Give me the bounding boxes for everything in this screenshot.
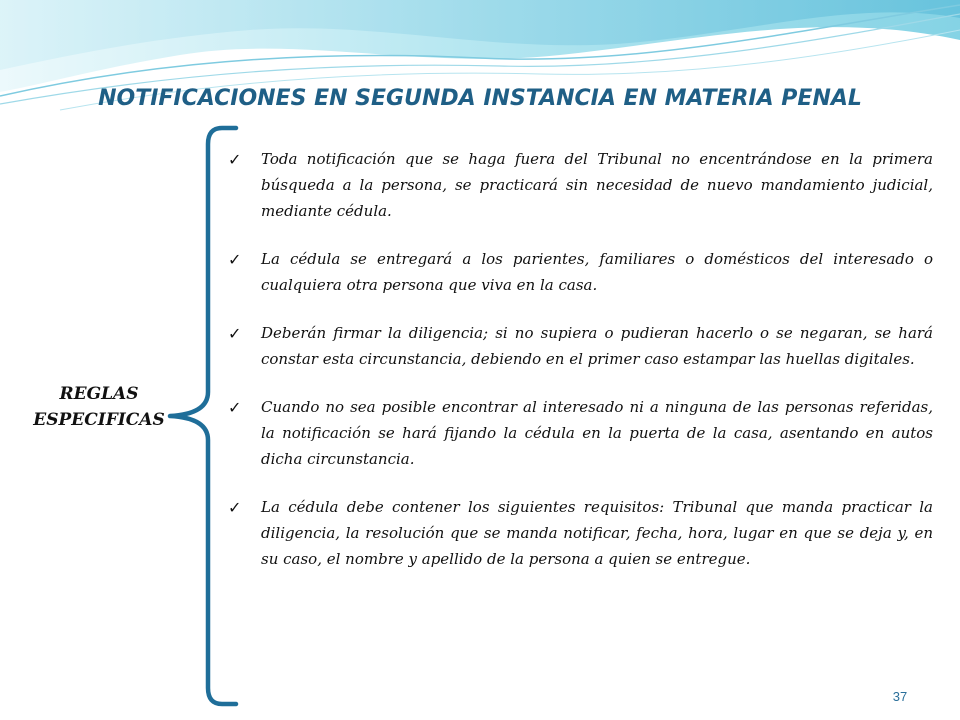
checkmark-icon: ✓ <box>228 324 242 343</box>
slide-number: 37 <box>892 689 908 704</box>
list-item-text: Deberán firmar la diligencia; si no supiera o pudieran hacerlo o se negaran, se hará constar esta circunstancia, debiendo en el primer caso estampar las huellas digitales. <box>261 324 933 368</box>
list-item <box>228 146 933 224</box>
list-item <box>228 394 933 472</box>
list-item-text: La cédula se entregará a los parientes, familiares o domésticos del interesado o cualquiera otra persona que viva en la casa. <box>261 250 933 294</box>
rules-list <box>228 146 933 594</box>
checkmark-icon: ✓ <box>228 398 242 417</box>
checkmark-icon: ✓ <box>228 150 242 169</box>
side-label-line1: REGLAS <box>59 384 139 404</box>
list-item <box>228 494 933 572</box>
side-label-line2: ESPECIFICAS <box>33 410 165 430</box>
checkmark-icon: ✓ <box>228 498 242 517</box>
slide-title: NOTIFICACIONES EN SEGUNDA INSTANCIA EN MATERIA PENAL <box>98 86 862 111</box>
side-label <box>14 381 184 433</box>
list-item <box>228 246 933 298</box>
list-item-text: La cédula debe contener los siguientes requisitos: Tribunal que manda practicar la diligencia, la resolución que se manda notificar, fecha, hora, lugar en que se deja y, en su caso, el nombre y apellido de la persona a quien se entregue. <box>261 498 933 568</box>
list-item-text: Cuando no sea posible encontrar al interesado ni a ninguna de las personas referidas, la notificación se hará fijando la cédula en la puerta de la casa, asentando en autos dicha circunstancia. <box>261 398 933 468</box>
list-item-text: Toda notificación que se haga fuera del Tribunal no encentrándose en la primera búsqueda a la persona, se practicará sin necesidad de nuevo mandamiento judicial, mediante cédula. <box>261 150 933 220</box>
list-item <box>228 320 933 372</box>
checkmark-icon: ✓ <box>228 250 242 269</box>
